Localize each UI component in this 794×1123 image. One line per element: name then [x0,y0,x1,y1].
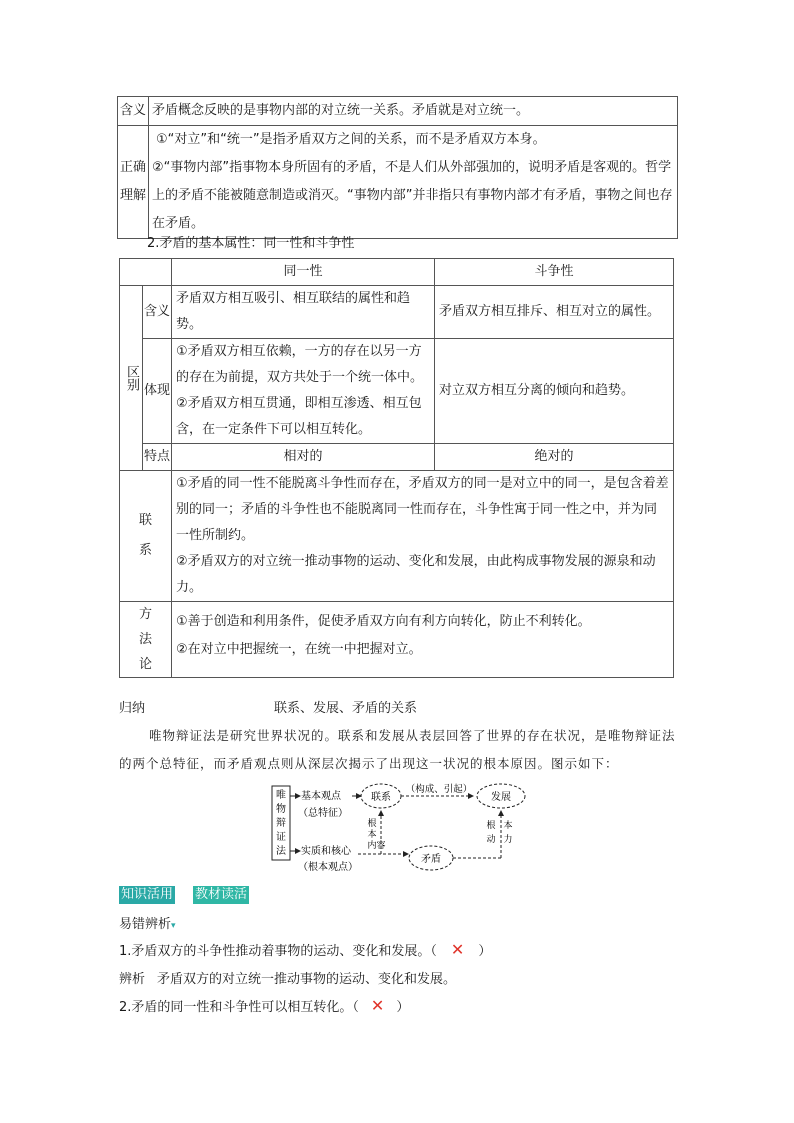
feature-identity: 相对的 [172,444,435,471]
right-arrow-char: 力 [503,835,513,845]
understanding-line-2: ②“事物内部”指事物本身所固有的矛盾，不是人们从外部强加的，说明矛盾是客观的。哲学上的矛盾不能被随意制造或消灭。“事物内部”并非指只有事物内部才有矛盾，事物之间也存在矛盾。 [152,160,673,231]
question-2-close: ） [396,1000,410,1015]
label-part: 论 [138,657,152,672]
question-2 [119,996,409,1015]
link-text [172,471,674,602]
method-text-1: ①善于创造和利用条件，促使矛盾双方向有利方向转化，防止不利转化。 [176,613,591,629]
answer-1 [119,968,456,987]
question-1 [119,940,491,959]
meaning-label: 含义 [143,286,172,339]
right-arrow-char: 本 [503,821,513,831]
understanding-line-1: ①“对立”和“统一”是指矛盾双方之间的关系，而不是矛盾双方本身。 [156,132,546,147]
header-identity: 同一性 [172,259,435,286]
badge-knowledge: 知识活用 [121,887,174,902]
link-node-label: 联系 [371,792,391,803]
understanding-text [149,126,678,239]
meaning-text: 矛盾概念反映的是事物内部的对立统一关系。矛盾就是对立统一。 [149,97,678,126]
row-label-understanding [118,126,149,239]
manifest-struggle: 对立双方相互分离的倾向和趋势。 [435,339,674,444]
link-text-2: ②矛盾双方的对立统一推动事物的运动、变化和发展，由此构成事物发展的源泉和动力。 [176,554,656,595]
chevron-down-icon: ▾ [171,921,176,931]
table-row [120,339,674,444]
row-label-meaning: 含义 [118,97,149,126]
question-1-text: 1.矛盾双方的斗争性推动着事物的运动、变化和发展。（ [119,944,437,959]
header-empty [120,259,172,286]
right-arrow-char: 动 [486,835,496,845]
question-2-text: 2.矛盾的同一性和斗争性可以相互转化。（ [119,1000,359,1015]
method-text-2: ②在对立中把握统一，在统一中把握对立。 [176,641,422,657]
label-part: 法 [138,632,152,647]
table-row [120,286,674,339]
table-row [120,259,674,286]
method-label [120,602,172,678]
practice-heading-text: 易错辨析 [119,917,172,932]
label-part: 理解 [120,188,147,203]
summary-label: 归纳 [119,701,146,716]
essence-view-sub: （根本观点） [298,862,358,873]
link-label [120,471,172,602]
develop-node-label: 发展 [491,792,511,803]
identity-struggle-table [119,258,674,678]
label-part: 系 [138,543,152,558]
answer-1-text: 矛盾双方的对立统一推动事物的运动、变化和发展。 [157,972,457,987]
practice-heading [119,913,176,932]
manifest-identity: ①矛盾双方相互依赖，一方的存在以另一方的存在为前提，双方共处于一个统一体中。②矛盾双方相互贯通，即相互渗透、相互包含，在一定条件下可以相互转化。 [172,339,435,444]
summary-paragraph: 唯物辩证法是研究世界状况的。联系和发展从表层回答了世界的存在状况，是唯物辩证法的两个总特征，而矛盾观点则从深层次揭示了出现这一状况的根本原因。图示如下： [119,728,676,771]
root-char: 法 [276,846,286,857]
feature-label: 特点 [143,444,172,471]
relationship-diagram [268,776,528,876]
meaning-identity: 矛盾双方相互吸引、相互联结的属性和趋势。 [172,286,435,339]
feature-struggle: 绝对的 [435,444,674,471]
left-arrow-char: 容 [376,841,386,851]
essence-view: 实质和核心 [301,846,351,857]
left-arrow-char: 本 [367,830,377,840]
basic-view: 基本观点 [301,791,341,802]
root-char: 唯 [276,790,286,801]
manifest-label: 体现 [143,339,172,444]
right-arrow-char: 根 [486,821,496,831]
root-char: 辩 [276,818,286,829]
table-row [118,126,678,239]
method-text [172,602,674,678]
label-part: 联 [138,513,152,528]
meaning-struggle: 矛盾双方相互排斥、相互对立的属性。 [435,286,674,339]
left-arrow-char: 根 [367,819,377,829]
table-row [120,602,674,678]
arrow-label-top: （构成、引起） [405,784,473,795]
difference-label: 区别 [120,286,143,471]
summary-title: 联系、发展、矛盾的关系 [274,701,418,716]
label-part: 方 [138,607,152,622]
root-char: 物 [276,804,286,815]
label-part: 正确 [120,160,147,175]
wrong-mark-icon: ✕ [450,940,465,959]
contradiction-meaning-table [117,96,678,239]
basic-view-sub: （总特征） [298,808,348,819]
table-row [120,444,674,471]
table-row [118,97,678,126]
root-char: 证 [276,832,286,843]
question-1-close: ） [478,944,492,959]
wrong-mark-icon: ✕ [370,996,385,1015]
contradiction-node-label: 矛盾 [421,854,441,865]
link-text-1: ①矛盾的同一性不能脱离斗争性而存在，矛盾双方的同一是对立中的同一，是包含着差别的同一；矛盾的斗争性也不能脱离同一性而存在，斗争性寓于同一性之中，并为同一性所制约。 [176,476,669,543]
left-arrow-char: 内 [367,841,377,851]
header-struggle: 斗争性 [435,259,674,286]
badge-textbook: 教材读活 [195,887,248,902]
table-row [120,471,674,602]
section-subtitle: 2.矛盾的基本属性：同一性和斗争性 [147,236,355,251]
answer-1-label: 辨析 [119,972,146,987]
